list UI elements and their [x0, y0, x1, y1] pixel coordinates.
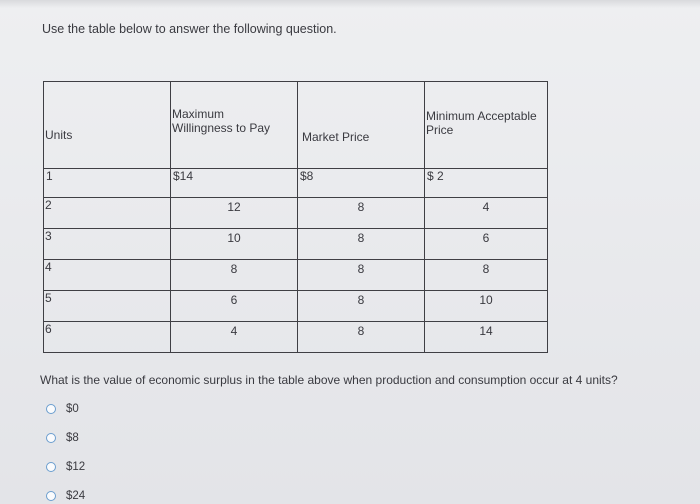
- header-max-willingness: [171, 82, 298, 169]
- cell-units: 6: [44, 322, 171, 353]
- cell-units: 1: [44, 169, 171, 198]
- cell-min-acceptable: 14: [425, 322, 548, 353]
- table-row: [44, 169, 548, 198]
- option-label: $12: [66, 461, 86, 473]
- cell-market-price: 8: [298, 260, 425, 291]
- header-min-acceptable-line2: Price: [426, 123, 454, 137]
- cell-market-price: 8: [298, 198, 425, 229]
- cell-max-willingness: $14: [171, 169, 298, 198]
- cell-max-willingness: 8: [171, 260, 298, 291]
- radio-button-icon[interactable]: [46, 404, 56, 414]
- header-min-acceptable-line1: Minimum Acceptable: [426, 109, 537, 123]
- header-max-willingness-label: [171, 107, 297, 143]
- cell-min-acceptable: 8: [425, 260, 548, 291]
- radio-button-icon[interactable]: [46, 433, 56, 443]
- option-label: $24: [66, 490, 86, 502]
- cell-units: 5: [44, 291, 171, 322]
- header-units: [44, 82, 171, 169]
- cell-min-acceptable: 10: [425, 291, 548, 322]
- cell-min-acceptable: 4: [425, 198, 548, 229]
- header-max-willingness-line2: Willingness to Pay: [172, 121, 271, 135]
- table-row: [44, 260, 548, 291]
- page-top-edge: [0, 0, 700, 8]
- cell-units: 2: [44, 198, 171, 229]
- option-label: $0: [66, 403, 79, 415]
- cell-min-acceptable: 6: [425, 229, 548, 260]
- header-units-label: Units: [45, 128, 73, 142]
- cell-max-willingness: 10: [171, 229, 298, 260]
- cell-max-willingness: 4: [171, 322, 298, 353]
- header-min-acceptable: [425, 82, 548, 169]
- cell-units: 4: [44, 260, 171, 291]
- header-min-acceptable-label: [425, 109, 547, 141]
- radio-button-icon[interactable]: [46, 491, 56, 501]
- cell-min-acceptable: $ 2: [425, 169, 548, 198]
- option-label: $8: [66, 432, 79, 444]
- cell-units: 3: [44, 229, 171, 260]
- header-market-price: [298, 82, 425, 169]
- cell-max-willingness: 12: [171, 198, 298, 229]
- table-row: [44, 291, 548, 322]
- radio-button-icon[interactable]: [46, 462, 56, 472]
- table-row: [44, 322, 548, 353]
- cell-market-price: $8: [298, 169, 425, 198]
- header-market-price-label: Market Price: [302, 130, 370, 144]
- question-text: What is the value of economic surplus in the table above when production and consumption occur at 4 units?: [40, 373, 618, 387]
- cell-market-price: 8: [298, 229, 425, 260]
- option-12[interactable]: [46, 459, 166, 475]
- cell-max-willingness: 6: [171, 291, 298, 322]
- table-row: [44, 198, 548, 229]
- cell-market-price: 8: [298, 291, 425, 322]
- option-24[interactable]: [46, 488, 166, 504]
- option-0[interactable]: [46, 401, 166, 417]
- cell-market-price: 8: [298, 322, 425, 353]
- table-row: [44, 229, 548, 260]
- instruction-text: Use the table below to answer the following question.: [42, 22, 337, 36]
- header-max-willingness-line1: Maximum: [172, 107, 225, 121]
- data-table: [43, 81, 548, 353]
- option-8[interactable]: [46, 430, 166, 446]
- table-header-row: [44, 82, 548, 169]
